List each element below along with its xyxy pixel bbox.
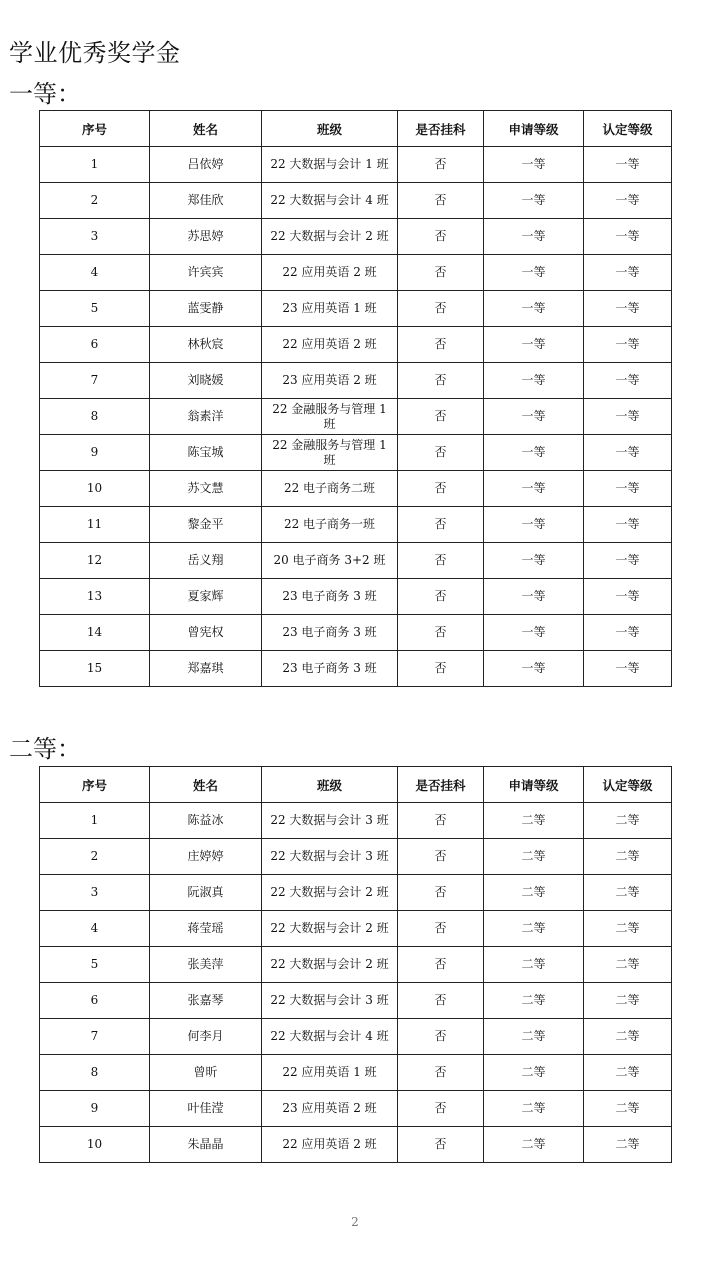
cell-approved-level: 一等 [584,471,672,507]
cell-applied-level: 一等 [484,435,584,471]
cell-failed: 否 [398,1019,484,1055]
cell-failed: 否 [398,507,484,543]
cell-approved-level: 一等 [584,435,672,471]
cell-applied-level: 二等 [484,1019,584,1055]
cell-class: 22 金融服务与管理 1 班 [262,435,398,471]
cell-class: 22 大数据与会计 3 班 [262,983,398,1019]
cell-failed: 否 [398,435,484,471]
column-header-applied-level: 申请等级 [484,767,584,803]
cell-applied-level: 一等 [484,651,584,687]
first-class-table [39,110,672,687]
cell-class: 22 大数据与会计 4 班 [262,183,398,219]
cell-applied-level: 二等 [484,1091,584,1127]
cell-class: 22 电子商务一班 [262,507,398,543]
cell-class: 22 金融服务与管理 1 班 [262,399,398,435]
column-header-approved-level: 认定等级 [584,111,672,147]
cell-applied-level: 一等 [484,183,584,219]
cell-approved-level: 一等 [584,363,672,399]
cell-approved-level: 二等 [584,875,672,911]
cell-index: 15 [40,651,150,687]
cell-index: 3 [40,219,150,255]
cell-name: 许宾宾 [150,255,262,291]
cell-approved-level: 二等 [584,803,672,839]
column-header-name: 姓名 [150,111,262,147]
cell-name: 郑佳欣 [150,183,262,219]
cell-name: 林秋宸 [150,327,262,363]
cell-name: 朱晶晶 [150,1127,262,1163]
table-row [40,507,672,543]
cell-approved-level: 二等 [584,911,672,947]
table-row [40,219,672,255]
table-row [40,1127,672,1163]
cell-approved-level: 二等 [584,947,672,983]
cell-name: 庄婷婷 [150,839,262,875]
cell-approved-level: 二等 [584,1019,672,1055]
cell-index: 8 [40,399,150,435]
document-title: 学业优秀奖学金 [9,39,181,67]
cell-failed: 否 [398,1091,484,1127]
cell-index: 5 [40,947,150,983]
cell-approved-level: 一等 [584,147,672,183]
cell-applied-level: 二等 [484,1127,584,1163]
cell-class: 23 电子商务 3 班 [262,579,398,615]
cell-approved-level: 二等 [584,1127,672,1163]
table-row [40,875,672,911]
table-header-row [40,111,672,147]
cell-failed: 否 [398,615,484,651]
cell-approved-level: 一等 [584,399,672,435]
cell-class: 23 应用英语 2 班 [262,1091,398,1127]
cell-index: 11 [40,507,150,543]
cell-class: 22 应用英语 1 班 [262,1055,398,1091]
cell-approved-level: 二等 [584,1055,672,1091]
cell-index: 6 [40,327,150,363]
cell-name: 吕依婷 [150,147,262,183]
cell-failed: 否 [398,983,484,1019]
cell-failed: 否 [398,543,484,579]
cell-index: 6 [40,983,150,1019]
cell-index: 7 [40,363,150,399]
cell-failed: 否 [398,1055,484,1091]
cell-failed: 否 [398,839,484,875]
cell-applied-level: 二等 [484,1055,584,1091]
cell-failed: 否 [398,363,484,399]
cell-applied-level: 二等 [484,911,584,947]
cell-index: 4 [40,911,150,947]
cell-index: 4 [40,255,150,291]
table-row [40,255,672,291]
cell-failed: 否 [398,291,484,327]
table-row [40,1091,672,1127]
cell-failed: 否 [398,183,484,219]
cell-class: 23 应用英语 2 班 [262,363,398,399]
column-header-index: 序号 [40,111,150,147]
cell-approved-level: 一等 [584,255,672,291]
cell-failed: 否 [398,219,484,255]
column-header-class: 班级 [262,111,398,147]
cell-index: 1 [40,803,150,839]
cell-index: 2 [40,183,150,219]
table-row [40,543,672,579]
cell-applied-level: 一等 [484,507,584,543]
table-row [40,983,672,1019]
cell-approved-level: 一等 [584,507,672,543]
table-row [40,579,672,615]
table-row [40,839,672,875]
cell-name: 刘晓媛 [150,363,262,399]
cell-class: 22 应用英语 2 班 [262,327,398,363]
cell-index: 5 [40,291,150,327]
cell-index: 7 [40,1019,150,1055]
cell-failed: 否 [398,1127,484,1163]
cell-failed: 否 [398,471,484,507]
cell-approved-level: 一等 [584,219,672,255]
table-row [40,471,672,507]
cell-applied-level: 一等 [484,471,584,507]
cell-approved-level: 一等 [584,327,672,363]
cell-approved-level: 一等 [584,579,672,615]
cell-index: 10 [40,471,150,507]
cell-applied-level: 一等 [484,327,584,363]
cell-index: 12 [40,543,150,579]
table-row [40,147,672,183]
cell-applied-level: 一等 [484,399,584,435]
cell-name: 蒋莹瑶 [150,911,262,947]
cell-failed: 否 [398,255,484,291]
cell-name: 翁素洋 [150,399,262,435]
cell-class: 22 大数据与会计 1 班 [262,147,398,183]
column-header-applied-level: 申请等级 [484,111,584,147]
cell-index: 14 [40,615,150,651]
cell-class: 20 电子商务 3+2 班 [262,543,398,579]
table-row [40,435,672,471]
cell-approved-level: 二等 [584,983,672,1019]
cell-class: 23 电子商务 3 班 [262,615,398,651]
cell-name: 郑嘉琪 [150,651,262,687]
cell-name: 陈宝城 [150,435,262,471]
cell-name: 曾宪权 [150,615,262,651]
cell-name: 岳义翔 [150,543,262,579]
cell-class: 22 大数据与会计 3 班 [262,839,398,875]
column-header-failed: 是否挂科 [398,111,484,147]
second-class-table [39,766,672,1163]
cell-class: 22 应用英语 2 班 [262,255,398,291]
cell-class: 23 电子商务 3 班 [262,651,398,687]
cell-name: 苏文慧 [150,471,262,507]
cell-applied-level: 一等 [484,219,584,255]
cell-class: 22 应用英语 2 班 [262,1127,398,1163]
cell-failed: 否 [398,875,484,911]
cell-class: 22 大数据与会计 2 班 [262,875,398,911]
cell-class: 22 大数据与会计 2 班 [262,911,398,947]
cell-name: 苏思婷 [150,219,262,255]
cell-class: 22 大数据与会计 2 班 [262,947,398,983]
cell-failed: 否 [398,399,484,435]
cell-class: 22 大数据与会计 2 班 [262,219,398,255]
table-row [40,803,672,839]
cell-failed: 否 [398,327,484,363]
cell-name: 黎金平 [150,507,262,543]
table-header-row [40,767,672,803]
section-heading-second-class: 二等： [9,735,81,763]
cell-name: 阮淑真 [150,875,262,911]
cell-applied-level: 二等 [484,947,584,983]
cell-index: 9 [40,1091,150,1127]
cell-name: 陈益冰 [150,803,262,839]
column-header-approved-level: 认定等级 [584,767,672,803]
cell-class: 22 大数据与会计 4 班 [262,1019,398,1055]
table-row [40,947,672,983]
cell-applied-level: 一等 [484,615,584,651]
cell-class: 22 电子商务二班 [262,471,398,507]
cell-name: 何李月 [150,1019,262,1055]
cell-failed: 否 [398,911,484,947]
cell-index: 1 [40,147,150,183]
cell-failed: 否 [398,651,484,687]
cell-approved-level: 一等 [584,543,672,579]
cell-index: 8 [40,1055,150,1091]
cell-applied-level: 二等 [484,803,584,839]
column-header-failed: 是否挂科 [398,767,484,803]
cell-approved-level: 二等 [584,1091,672,1127]
cell-applied-level: 一等 [484,579,584,615]
cell-failed: 否 [398,579,484,615]
table-row [40,911,672,947]
cell-failed: 否 [398,147,484,183]
cell-approved-level: 二等 [584,839,672,875]
cell-index: 2 [40,839,150,875]
cell-applied-level: 二等 [484,839,584,875]
column-header-class: 班级 [262,767,398,803]
cell-approved-level: 一等 [584,651,672,687]
cell-applied-level: 一等 [484,291,584,327]
cell-failed: 否 [398,947,484,983]
cell-index: 9 [40,435,150,471]
cell-name: 曾昕 [150,1055,262,1091]
table-row [40,291,672,327]
table-row [40,1055,672,1091]
cell-applied-level: 一等 [484,147,584,183]
cell-applied-level: 二等 [484,983,584,1019]
cell-class: 23 应用英语 1 班 [262,291,398,327]
cell-index: 3 [40,875,150,911]
table-row [40,363,672,399]
cell-index: 10 [40,1127,150,1163]
cell-applied-level: 一等 [484,543,584,579]
table-row [40,1019,672,1055]
cell-applied-level: 一等 [484,363,584,399]
cell-applied-level: 二等 [484,875,584,911]
cell-name: 夏家辉 [150,579,262,615]
cell-name: 张美萍 [150,947,262,983]
section-heading-first-class: 一等： [9,80,81,108]
cell-name: 张嘉琴 [150,983,262,1019]
cell-name: 叶佳滢 [150,1091,262,1127]
table-row [40,327,672,363]
cell-approved-level: 一等 [584,291,672,327]
column-header-name: 姓名 [150,767,262,803]
cell-applied-level: 一等 [484,255,584,291]
table-row [40,399,672,435]
cell-index: 13 [40,579,150,615]
table-row [40,615,672,651]
table-row [40,183,672,219]
cell-approved-level: 一等 [584,183,672,219]
column-header-index: 序号 [40,767,150,803]
cell-failed: 否 [398,803,484,839]
cell-name: 蓝雯静 [150,291,262,327]
page-number: 2 [351,1215,359,1229]
table-row [40,651,672,687]
cell-class: 22 大数据与会计 3 班 [262,803,398,839]
cell-approved-level: 一等 [584,615,672,651]
